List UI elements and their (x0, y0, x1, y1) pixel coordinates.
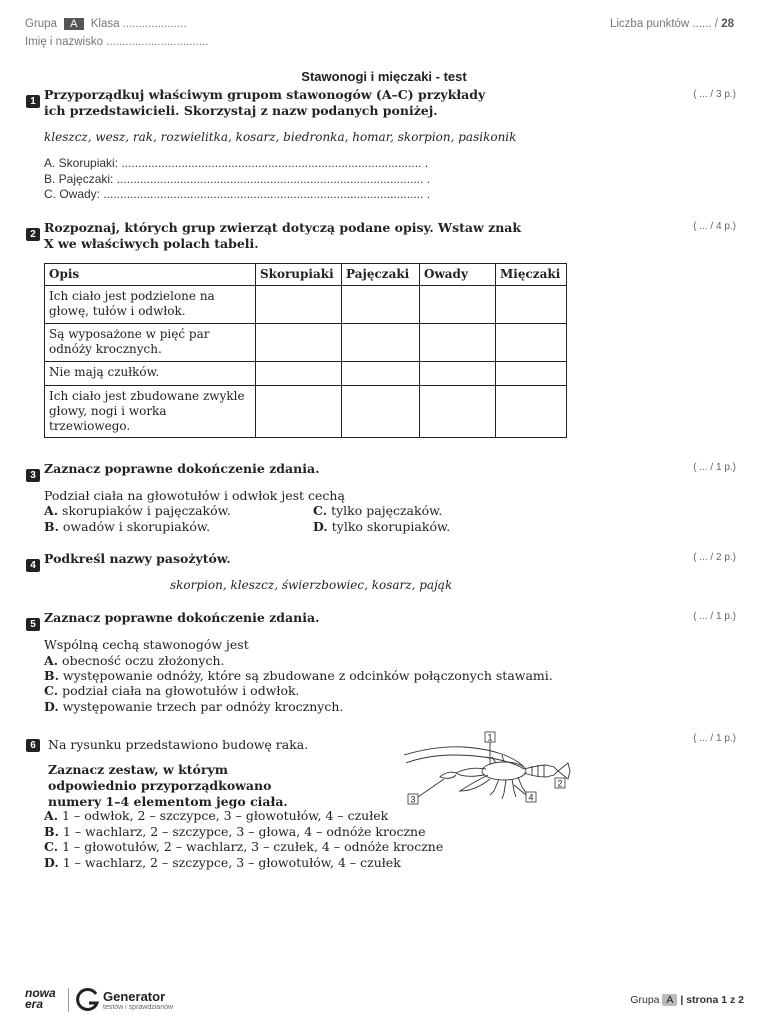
q6-option-a[interactable]: A. 1 – odwłok, 2 – szczypce, 3 – głowotułów, 4 – czułek (44, 808, 389, 823)
q5-option-a[interactable]: A. obecność oczu złożonych. (44, 653, 225, 668)
q2-points: ( ... / 4 p.) (693, 221, 736, 232)
q6-option-d[interactable]: D. 1 – wachlarz, 2 – szczypce, 3 – głowotułów, 4 – czułek (44, 855, 401, 870)
class-field: Klasa .................... (90, 18, 187, 30)
answer-cell[interactable] (342, 324, 420, 362)
footer-group-badge: A (662, 994, 677, 1006)
q2-number: 2 (26, 222, 40, 241)
answer-cell[interactable] (256, 386, 342, 438)
answer-cell[interactable] (256, 286, 342, 324)
group-badge: A (64, 18, 83, 30)
answer-cell[interactable] (420, 386, 496, 438)
answer-cell[interactable] (496, 362, 567, 386)
label-3: 3 (410, 794, 416, 805)
q2-instruction: Rozpoznaj, których grup zwierząt dotyczą podane opisy. Wstaw znak X we właściwych polach tabeli. (44, 220, 522, 251)
table-row (45, 286, 567, 324)
row-description: Ich ciało jest podzielone na głowę, tułów i odwłok. (45, 286, 256, 324)
q5-option-b[interactable]: B. występowanie odnóży, które są zbudowane z odcinków połączonych stawami. (44, 668, 553, 683)
answer-cell[interactable] (496, 286, 567, 324)
q3-stem: Podział ciała na głowotułów i odwłok jest cechą (44, 488, 345, 503)
footer-divider (68, 988, 69, 1012)
q1-answer-a[interactable]: A. Skorupiaki: .......................................................................................... . (44, 156, 429, 170)
page-title: Stawonogi i mięczaki - test (301, 69, 467, 84)
q6-option-c[interactable]: C. 1 – głowotułów, 2 – wachlarz, 3 – czułek, 4 – odnóże kroczne (44, 839, 444, 854)
answer-cell[interactable] (420, 324, 496, 362)
generator-title: Generator (103, 989, 166, 1004)
row-description: Są wyposażone w pięć par odnóży krocznych. (45, 324, 256, 362)
q6-number: 6 (26, 733, 40, 752)
nowa-era-logo: nowa era (25, 986, 56, 1011)
q3-option-b[interactable]: B. owadów i skorupiaków. (44, 519, 211, 534)
table-header-row (45, 264, 567, 286)
q3-option-a[interactable]: A. skorupiaków i pajęczaków. (44, 503, 231, 518)
generator-g-icon (76, 988, 100, 1012)
q1-answer-c[interactable]: C. Owady: ................................................................................................ . (44, 187, 431, 201)
q6-option-b[interactable]: B. 1 – wachlarz, 2 – szczypce, 3 – głowa, 4 – odnóże kroczne (44, 824, 426, 839)
col-opis: Opis (45, 264, 256, 286)
page-number: | strona 1 z 2 (680, 994, 744, 1006)
q1-word-list: kleszcz, wesz, rak, rozwielitka, kosarz, biedronka, homar, skorpion, pasikonik (44, 130, 517, 144)
answer-cell[interactable] (256, 324, 342, 362)
q6-intro: Na rysunku przedstawiono budowę raka. (48, 737, 309, 752)
q6-instruction: Zaznacz zestaw, w którym odpowiednio przyporządkowano numery 1–4 elementom jego ciała. (48, 762, 288, 809)
q3-option-c[interactable]: C. tylko pajęczaków. (313, 503, 443, 518)
col-owady: Owady (420, 264, 496, 286)
label-1: 1 (487, 732, 493, 743)
answer-cell[interactable] (342, 386, 420, 438)
points-field: Liczba punktów ...... / 28 (609, 18, 734, 30)
q4-number: 4 (26, 553, 40, 572)
answer-cell[interactable] (496, 324, 567, 362)
q3-points: ( ... / 1 p.) (693, 462, 736, 473)
col-skorupiaki: Skorupiaki (256, 264, 342, 286)
q3-number: 3 (26, 463, 40, 482)
q5-instruction: Zaznacz poprawne dokończenie zdania. (44, 610, 320, 625)
generator-subtitle: testów i sprawdzianów (103, 1004, 174, 1011)
answer-cell[interactable] (496, 386, 567, 438)
header-group: Grupa A Klasa .................... (25, 18, 187, 30)
answer-cell[interactable] (256, 362, 342, 386)
table-row (45, 324, 567, 362)
col-mieczaki: Mięczaki (496, 264, 567, 286)
q4-word-list[interactable]: skorpion, kleszcz, świerzbowiec, kosarz, pająk (170, 578, 453, 592)
name-field: Imię i nazwisko ................................ (25, 36, 209, 48)
q5-number: 5 (26, 612, 40, 631)
q5-stem: Wspólną cechą stawonogów jest (44, 637, 249, 652)
q6-points: ( ... / 1 p.) (693, 733, 736, 744)
answer-cell[interactable] (342, 362, 420, 386)
table-row (45, 386, 567, 438)
answer-cell[interactable] (420, 286, 496, 324)
q1-instruction: Przyporządkuj właściwym grupom stawonogów (A–C) przykłady ich przedstawicieli. Skorzystaj z nazw podanych poniżej. (44, 87, 486, 118)
q1-answer-b[interactable]: B. Pajęczaki: ............................................................................................ . (44, 172, 431, 186)
crayfish-illustration (404, 729, 572, 809)
row-description: Nie mają czułków. (45, 362, 256, 386)
answer-cell[interactable] (420, 362, 496, 386)
q5-points: ( ... / 1 p.) (693, 611, 736, 622)
table-row (45, 362, 567, 386)
footer-page-info: Grupa A | strona 1 z 2 (630, 994, 744, 1006)
col-pajeczaki: Pajęczaki (342, 264, 420, 286)
q4-instruction: Podkreśl nazwy pasożytów. (44, 551, 231, 566)
q3-instruction: Zaznacz poprawne dokończenie zdania. (44, 461, 320, 476)
q4-points: ( ... / 2 p.) (693, 552, 736, 563)
label-2: 2 (557, 778, 563, 789)
q1-number: 1 (26, 89, 40, 108)
q1-points: ( ... / 3 p.) (693, 89, 736, 100)
row-description: Ich ciało jest zbudowane zwykle głowy, nogi i worka trzewiowego. (45, 386, 256, 438)
q5-option-c[interactable]: C. podział ciała na głowotułów i odwłok. (44, 683, 300, 698)
q5-option-d[interactable]: D. występowanie trzech par odnóży krocznych. (44, 699, 344, 714)
q2-table (44, 263, 567, 438)
label-4: 4 (528, 792, 534, 803)
answer-cell[interactable] (342, 286, 420, 324)
q3-option-d[interactable]: D. tylko skorupiaków. (313, 519, 451, 534)
